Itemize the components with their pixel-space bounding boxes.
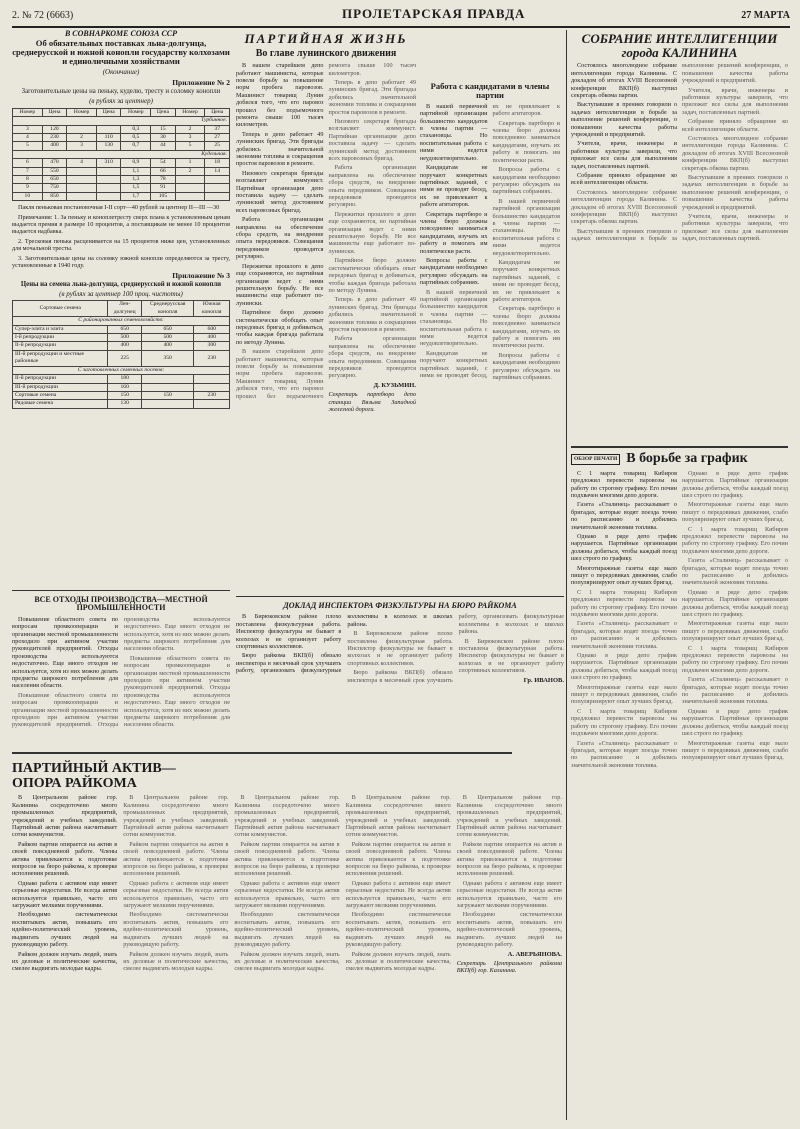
candidates-p4: Вопросы работы с кандидатами необходимо регулярно обсуждать на партийных собраниях. xyxy=(420,256,488,287)
party-p2-cont: Теперь в депо работает 49 лунинских бригад. Эти бригады добились значительной экономии топлива и сокращения простоя паровозов в ремонте. xyxy=(328,78,416,116)
intelligentsia-article xyxy=(571,30,788,440)
note-3: 3. Заготовительные цены на соломку южной конопли определяются за тресту, установленные в 1940 году. xyxy=(12,254,230,270)
intel-p1-cont-2: Состоялось многолюдное собрание интеллигенции города Калинина. С докладом об итогах XVIII Всесоюзной конференции ВКП(б) выступил секретарь обкома партии. xyxy=(682,134,788,172)
table-cell: Рядовые семена xyxy=(13,400,108,408)
party-p2: Теперь в депо работает 49 лунинских бригад. Эти бригады добились значительной экономии топлива и сокращения простоя паровозов в ремонте. xyxy=(236,130,324,168)
table-cell: 15 xyxy=(151,125,176,133)
table-header: Номер xyxy=(175,108,205,116)
table-row xyxy=(13,167,230,175)
table-cell xyxy=(194,375,230,383)
aktiv-p3: Однако работа с активом еще имеет серьезные недостатки. Не всегда актив используется правильно, часто его загружают мелкими поручениями. xyxy=(12,879,118,910)
table-cell: 78 xyxy=(151,176,176,184)
table-row xyxy=(13,391,230,399)
table-cell: 160 xyxy=(108,383,141,391)
candidates-p4-cont-2: Вопросы работы с кандидатами необходимо регулярно обсуждать на партийных собраниях. xyxy=(492,351,560,382)
table-cell: 1,5 xyxy=(121,184,151,192)
schedule-p1: С 1 марта товарищ Кибиров предложил перевести паровозы на работу по строгому графику. Его почин подхвачен многими депо дороги. xyxy=(571,469,677,499)
table-cell xyxy=(96,125,121,133)
table-cell: 44 xyxy=(151,142,176,150)
table-cell xyxy=(205,176,230,184)
party-p4: Работа организации направлена на обеспечение сбора средств, на внедрение опыта передовиков. Совещания передовиков проводятся регулярно. xyxy=(236,216,324,261)
table-cell xyxy=(194,400,230,408)
table-cell: 4 xyxy=(67,159,97,167)
table-row xyxy=(13,134,230,142)
sport-report-article xyxy=(236,600,564,750)
schedule-p1-cont-2: С 1 марта товарищ Кибиров предложил перевести паровозы на работу по строгому графику. Его почин подхвачен многими депо дороги. xyxy=(571,707,677,738)
party-signature-role: Секретарь партбюро депо станции Вязьма Западной железной дороги. xyxy=(328,391,416,414)
schedule-p2-cont: Газета «Сталинец» рассказывает о бригадах, которые водят поезда точно по расписанию и добились значительной экономии топлива. xyxy=(571,620,677,650)
prices-title: Заготовительные цены на пеньку, куделю, тресту и соломку конопли xyxy=(21,88,221,96)
party-signature: Д. КУЗЬМИН. xyxy=(373,381,416,389)
table-cell xyxy=(175,176,205,184)
table-header: Южная конопля xyxy=(194,301,230,317)
candidates-p1-cont-2: В нашей первичной партийной организации большинство кандидатов в члены партии — стахановцы. Но воспитательная работа с ними ведется неудовлетворительно. xyxy=(492,197,560,257)
aktiv-signature: А. АВЕРЬЯНОВА. xyxy=(507,950,562,958)
intel-p1: Состоялось многолюдное собрание интеллигенции города Калинина. С докладом об итогах XVIII Всесоюзной конференции ВКП(б) выступил секретарь обкома партии. xyxy=(571,62,677,99)
table-group-label: С районированных семенохозяйств: xyxy=(13,317,230,325)
party-life-article xyxy=(236,30,416,590)
table-cell: 14 xyxy=(205,167,230,175)
waste-article xyxy=(12,594,230,744)
aktiv-p5-cont-2: Райком должен изучать людей, знать их деловые и политические качества, смелее выдвигать молодые кадры. xyxy=(234,950,340,973)
candidates-p3: Секретарь партбюро и члены бюро должны повседневно заниматься кандидатами, изучать их работу и помогать им политически расти. xyxy=(420,210,488,255)
table-cell: 0,7 xyxy=(121,142,151,150)
sport-p1: В Бирюковском районе плохо поставлена физкультурная работа. Инспектор физкультуры не бывает в колхозах и не организует работу спортивных коллективов. xyxy=(236,613,342,651)
prices-unit: (в рублях за центнер) xyxy=(89,97,153,106)
table-cell: 2 xyxy=(175,167,205,175)
table-cell xyxy=(96,176,121,184)
table-group-label: С заготовленных семенных посевов: xyxy=(13,366,230,374)
aktiv-p2-cont: Райком партии опирается на актив в своей повседневной работе. Члены актива привлекаются к подготовке вопросов на бюро райкома, к проверке исполнения решений. xyxy=(123,840,229,878)
intel-p4: Собрание приняло обращение ко всей интеллигенции области. xyxy=(571,171,677,187)
aktiv-p3-cont-4: Однако работа с активом еще имеет серьезные недостатки. Не всегда актив используется правильно, часто его загружают мелкими поручениями. xyxy=(456,879,562,910)
aktiv-p2: Райком партии опирается на актив в своей повседневной работе. Члены актива привлекаются к подготовке вопросов на бюро райкома, к проверке исполнения решений. xyxy=(12,840,118,878)
schedule-p4: Многотиражные газеты еще мало пишут о передовиках движения, слабо популяризируют опыт лучших бригад. xyxy=(571,564,677,587)
table-cell: 750 xyxy=(42,184,67,192)
table-cell: 0,3 xyxy=(121,125,151,133)
tow-note: Пакля пеньковая постановочная I-II сорт—40 рублей за центнер II—III —30 xyxy=(18,204,220,212)
table-cell: 400 xyxy=(108,342,141,350)
party-aktiv-article xyxy=(12,760,562,1122)
table-cell: 180 xyxy=(108,375,141,383)
candidates-p1: В нашей первичной партийной организации большинство кандидатов в члены партии — стахановцы. Но воспитательная работа с ними ведется неудовлетворительно. xyxy=(420,102,488,162)
candidates-article xyxy=(420,80,560,590)
table-header: Лен-долгунец xyxy=(108,301,141,317)
aktiv-p2-cont-2: Райком партии опирается на актив в своей повседневной работе. Члены актива привлекаются к подготовке вопросов на бюро райкома, к проверке исполнения решений. xyxy=(234,840,340,878)
table-row xyxy=(13,301,230,317)
hemp-prices-table xyxy=(12,108,230,201)
table-cell: 54 xyxy=(151,159,176,167)
table-header: Среднерусская конопля xyxy=(141,301,194,317)
table-cell xyxy=(194,383,230,391)
table-header: Номер xyxy=(13,108,43,116)
table-group-label: Кудельная. xyxy=(13,150,230,158)
aktiv-p1-cont-2: В Центральном районе гор. Калинина сосредоточено много промышленных предприятий, учреждений и учебных заведений. Партийный актив района насчитывает сотни коммунистов. xyxy=(234,794,340,839)
candidates-p3-cont: Секретарь партбюро и члены бюро должны повседневно заниматься кандидатами, изучать их работу и помогать им политически расти. xyxy=(492,119,560,164)
aktiv-p4-cont-3: Необходимо систематически воспитывать актив, повышать его идейно-политический уровень, выдвигать лучших людей на руководящую работу. xyxy=(345,911,451,949)
table-row xyxy=(13,383,230,391)
schedule-title: В борьбе за график xyxy=(626,452,748,466)
schedule-p1-cont-4: С 1 марта товарищ Кибиров предложил перевести паровозы на работу по строгому графику. Его почин подхвачен многими депо дороги. xyxy=(682,644,788,674)
aktiv-p3-cont-2: Однако работа с активом еще имеет серьезные недостатки. Не всегда актив используется правильно, часто его загружают мелкими поручениями. xyxy=(234,879,340,910)
table-cell: 400 xyxy=(194,334,230,342)
table-cell: 300 xyxy=(194,342,230,350)
table-cell: 37 xyxy=(205,125,230,133)
seed-prices-table xyxy=(12,300,230,408)
note-1: Примечания: 1. За пеньку и коноплетресту сверх плана к установленным ценам выдается премия в размере 10 процентов, а поставщикам не менее 10 процентов выдается надбавка. xyxy=(12,213,230,236)
party-p1: В нашем старейшем депо работают машинисты, которые повели борьбу за повышение норм пробега паровозов. Машинист товарищ Лунин добился того, что его паровоз прошел без подъемочного ремонта свыше 100 тысяч километров. xyxy=(236,62,324,129)
candidates-p4-cont: Вопросы работы с кандидатами необходимо регулярно обсуждать на партийных собраниях. xyxy=(492,166,560,196)
table-group-row xyxy=(13,150,230,158)
table-cell: 600 xyxy=(194,325,230,333)
candidates-p2-cont-2: Кандидатам не поручают конкретных партийных заданий, с ними не проводят бесед, их не привлекают к работе агитаторов. xyxy=(492,258,560,303)
table-header: Цена xyxy=(96,108,121,116)
aktiv-p4-cont-4: Необходимо систематически воспитывать актив, повышать его идейно-политический уровень, выдвигать лучших людей на руководящую работу. xyxy=(456,911,562,949)
aktiv-p2-cont-4: Райком партии опирается на актив в своей повседневной работе. Члены актива привлекаются к подготовке вопросов на бюро райкома, к проверке исполнения решений. xyxy=(456,840,562,878)
issue-number: 2. № 72 (6663) xyxy=(12,10,74,21)
table-cell: 1 xyxy=(175,159,205,167)
party-p3-cont: Низового секретаря бригады возглавляет коммунист. Партийная организация депо поставила задачу — сделать лунинский метод достоянием всех паровозных бригад. xyxy=(328,117,416,163)
schedule-p3: Однако в ряде депо график нарушается. Партийные организации должны добиться, чтобы каждый поезд шел строго по графику. xyxy=(571,532,677,563)
table-cell: 0,9 xyxy=(121,159,151,167)
table-cell: 3 xyxy=(175,134,205,142)
table-row xyxy=(13,192,230,200)
table-row xyxy=(13,159,230,167)
table-cell: 7 xyxy=(13,167,43,175)
table-cell xyxy=(175,192,205,200)
table-cell: 2 xyxy=(67,134,97,142)
waste-text-cont: Повышение областного совета по вопросам промкооперации и организации местной промышленности проходило при активном участии руководителей предприятий. Отходы производства используются недостаточно. Еще много отходов не используется, хотя из них можно делать предметы широкого потребления для населения области. xyxy=(12,615,230,729)
table-cell: 225 xyxy=(108,350,141,366)
table-cell xyxy=(67,176,97,184)
table-row xyxy=(13,108,230,116)
table-cell: 27 xyxy=(205,134,230,142)
table-row xyxy=(13,342,230,350)
table-cell: 4 xyxy=(13,134,43,142)
schedule-p2-cont-4: Газета «Сталинец» рассказывает о бригадах, которые водят поезда точно по расписанию и добились значительной экономии топлива. xyxy=(682,676,788,706)
table-cell: 400 xyxy=(141,342,194,350)
table-header: Цена xyxy=(205,108,230,116)
aktiv-p4: Необходимо систематически воспитывать актив, повышать его идейно-политический уровень, выдвигать лучших людей на руководящую работу. xyxy=(12,911,118,949)
table-row xyxy=(13,125,230,133)
candidates-p3-cont-2: Секретарь партбюро и члены бюро должны повседневно заниматься кандидатами, изучать их работу и помогать им политически расти. xyxy=(492,305,560,350)
table-cell: 470 xyxy=(42,159,67,167)
party-p5: Пережитки прошлого в депо еще сохраняются, но партийная организация ведет с ними решительную борьбу. Не все машинисты еще работают по-лунински. xyxy=(236,262,324,307)
aktiv-p5: Райком должен изучать людей, знать их деловые и политические качества, смелее выдвигать молодые кадры. xyxy=(12,950,118,973)
table-cell: 400 xyxy=(42,142,67,150)
table-cell: 130 xyxy=(96,142,121,150)
table-cell: Супер-элита и элита xyxy=(13,325,108,333)
table-cell: 1,3 xyxy=(121,176,151,184)
seed-title: Цены на семена льна-долгунца, среднерусской и южной конопли xyxy=(20,280,222,288)
table-cell: 150 xyxy=(108,391,141,399)
party-p4-cont: Работа организации направлена на обеспечение сбора средств, на внедрение опыта передовиков. Совещания передовиков проводятся регулярно. xyxy=(328,164,416,209)
aktiv-p1-cont-3: В Центральном районе гор. Калинина сосредоточено много промышленных предприятий, учреждений и учебных заведений. Партийный актив района насчитывает сотни коммунистов. xyxy=(345,794,451,839)
table-cell xyxy=(96,184,121,192)
party-aktiv-title: ПАРТИЙНЫЙ АКТИВ—ОПОРА РАЙКОМА xyxy=(12,761,176,791)
table-row xyxy=(13,375,230,383)
table-cell: 500 xyxy=(141,334,194,342)
masthead xyxy=(12,4,790,28)
intel-p2-cont: Выступавшие в прениях говорили о задачах интеллигенции в борьбе за выполнение решений конференции, о повышении качества работы учреждений и предприятий. xyxy=(571,62,788,243)
table-group-row xyxy=(13,117,230,125)
table-row xyxy=(13,325,230,333)
candidates-signature: Гр. ИВАНОВ. xyxy=(523,676,564,684)
schedule-p3-cont: Однако в ряде депо график нарушается. Партийные организации должны добиться, чтобы каждый поезд шел строго по графику. xyxy=(571,652,677,682)
schedule-p2: Газета «Сталинец» рассказывает о бригадах, которые водят поезда точно по расписанию и добились значительной экономии топлива. xyxy=(571,501,677,531)
waste-text: Повышение областного совета по вопросам промкооперации и организации местной промышленности проходило при активном участии руководителей предприятий. Отходы производства используются недостаточно. Еще много отходов не используется, хотя из них можно делать предметы широкого потребления для населения области. xyxy=(12,615,118,690)
table-cell: 110 xyxy=(96,134,121,142)
schedule-p3-cont-4: Однако в ряде депо график нарушается. Партийные организации должны добиться, чтобы каждый поезд шел строго по графику. xyxy=(682,707,788,738)
table-cell xyxy=(96,167,121,175)
table-row xyxy=(13,176,230,184)
aktiv-p3-cont: Однако работа с активом еще имеет серьезные недостатки. Не всегда актив используется правильно, часто его загружают мелкими поручениями. xyxy=(123,879,229,910)
sovnarkom-title: Об обязательных поставках льна-долгунца, среднерусской и южной конопли государству колхозами и единоличными хозяйствами xyxy=(12,38,230,67)
waste-title: ВСЕ ОТХОДЫ ПРОИЗВОДСТВА—МЕСТНОЙ ПРОМЫШЛЕННОСТИ xyxy=(34,595,208,613)
table-cell: 91 xyxy=(151,184,176,192)
table-cell: 150 xyxy=(141,391,194,399)
table-cell xyxy=(67,125,97,133)
schedule-p2-cont-3: Газета «Сталинец» рассказывает о бригадах, которые водят поезда точно по расписанию и добились значительной экономии топлива. xyxy=(682,557,788,587)
sport-report-title: ДОКЛАД ИНСПЕКТОРА ФИЗКУЛЬТУРЫ НА БЮРО РАЙКОМА xyxy=(283,601,517,610)
intel-p2: Выступавшие в прениях говорили о задачах интеллигенции в борьбе за выполнение решений конференции, о повышении качества работы учреждений и предприятий. xyxy=(571,101,677,138)
candidates-title: Работа с кандидатами в члены партии xyxy=(430,81,550,100)
waste-text-cont-2: Повышение областного совета по вопросам промкооперации и организации местной промышленности проходило при активном участии руководителей предприятий. Отходы производства используются недостаточно. Еще много отходов не используется, хотя из них можно делать предметы широкого потребления для населения области. xyxy=(124,654,230,729)
schedule-article xyxy=(571,452,788,1120)
table-cell: III-й репродукции и местные районные xyxy=(13,350,108,366)
intel-p1-cont: Состоялось многолюдное собрание интеллигенции города Калинина. С докладом об итогах XVIII Всесоюзной конференции ВКП(б) выступил секретарь обкома партии. xyxy=(571,188,677,226)
table-cell: 650 xyxy=(108,325,141,333)
schedule-p1-cont-3: С 1 марта товарищ Кибиров предложил перевести паровозы на работу по строгому графику. Его почин подхвачен многими депо дороги. xyxy=(682,525,788,555)
aktiv-p4-cont-2: Необходимо систематически воспитывать актив, повышать его идейно-политический уровень, выдвигать лучших людей на руководящую работу. xyxy=(234,911,340,949)
table-row xyxy=(13,334,230,342)
table-cell: 650 xyxy=(141,325,194,333)
note-2: 2. Тресковая пенька расценивается на 15 процентов ниже цен, установленных для мочальной тресты. xyxy=(12,237,230,253)
schedule-p4-cont-2: Многотиражные газеты еще мало пишут о передовиках движения, слабо популяризируют опыт лучших бригад. xyxy=(682,501,788,524)
candidates-p1-cont: В нашей первичной партийной организации большинство кандидатов в члены партии — стахановцы. Но воспитательная работа с ними ведется неудовлетворительно. xyxy=(420,288,488,348)
schedule-p4-cont: Многотиражные газеты еще мало пишут о передовиках движения, слабо популяризируют опыт лучших бригад. xyxy=(571,683,677,706)
table-cell xyxy=(205,192,230,200)
schedule-p4-cont-3: Многотиражные газеты еще мало пишут о передовиках движения, слабо популяризируют опыт лучших бригад. xyxy=(682,620,788,643)
aktiv-p5-cont: Райком должен изучать людей, знать их деловые и политические качества, смелее выдвигать молодые кадры. xyxy=(123,950,229,973)
table-cell: I-й репродукции xyxy=(13,334,108,342)
table-cell: 650 xyxy=(42,176,67,184)
schedule-p3-cont-2: Однако в ряде депо график нарушается. Партийные организации должны добиться, чтобы каждый поезд шел строго по графику. xyxy=(682,469,788,499)
table-cell: 30 xyxy=(151,134,176,142)
table-row xyxy=(13,142,230,150)
table-cell xyxy=(141,375,194,383)
table-header: Цена xyxy=(42,108,67,116)
table-cell xyxy=(67,167,97,175)
table-cell: 9 xyxy=(13,184,43,192)
table-cell: 2 xyxy=(175,125,205,133)
table-cell: 6 xyxy=(13,159,43,167)
table-group-row xyxy=(13,317,230,325)
table-header: Номер xyxy=(67,108,97,116)
table-cell xyxy=(67,192,97,200)
party-p5-cont: Пережитки прошлого в депо еще сохраняются, но партийная организация ведет с ними решительную борьбу. Не все машинисты еще работают по-лунински. xyxy=(328,210,416,255)
table-cell: 105 xyxy=(151,192,176,200)
aktiv-p1: В Центральном районе гор. Калинина сосредоточено много промышленных предприятий, учреждений и учебных заведений. Партийный актив района насчитывает сотни коммунистов. xyxy=(12,794,118,839)
table-cell: 310 xyxy=(96,159,121,167)
table-cell: 1,7 xyxy=(121,192,151,200)
table-cell xyxy=(205,184,230,192)
sport-p2: Бюро райкома ВКП(б) обязало инспектора в месячный срок улучшить работу, организовать физкультурные коллективы в колхозах и школах района. xyxy=(236,613,453,675)
schedule-p2-cont-2: Газета «Сталинец» рассказывает о бригадах, которые водят поезда точно по расписанию и добились значительной экономии топлива. xyxy=(571,739,677,769)
table-cell: 230 xyxy=(42,134,67,142)
table-cell: 10 xyxy=(13,192,43,200)
aktiv-p3-cont-3: Однако работа с активом еще имеет серьезные недостатки. Не всегда актив используется правильно, часто его загружают мелкими поручениями. xyxy=(345,879,451,910)
party-p4-cont-2: Работа организации направлена на обеспечение сбора средств, на внедрение опыта передовиков. Совещания передовиков проводятся регулярно. xyxy=(328,335,416,380)
schedule-p1-cont: С 1 марта товарищ Кибиров предложил перевести паровозы на работу по строгому графику. Его почин подхвачен многими депо дороги. xyxy=(571,588,677,618)
intel-p4-cont: Собрание приняло обращение ко всей интеллигенции области. xyxy=(682,118,788,133)
table-cell: 8 xyxy=(13,176,43,184)
table-cell: Сортовые семена xyxy=(13,391,108,399)
intel-p3-cont-2: Учителя, врачи, инженеры и работники культуры заверили, что приложат все силы для выполнения задач, поставленных партией. xyxy=(682,213,788,243)
aktiv-p1-cont: В Центральном районе гор. Калинина сосредоточено много промышленных предприятий, учреждений и учебных заведений. Партийный актив района насчитывает сотни коммунистов. xyxy=(123,794,229,839)
appendix-2-label: Приложение № 2 xyxy=(172,77,230,87)
table-cell xyxy=(175,184,205,192)
party-p1-cont: В нашем старейшем депо работают машинисты, которые повели борьбу за повышение норм пробега паровозов. Машинист товарищ Лунин добился того, что его паровоз прошел без подъемочного ремонта свыше 100 тысяч километров. xyxy=(236,62,416,400)
appendix-3-label: Приложение № 3 xyxy=(172,270,230,280)
seed-unit: (в рублях за центнер 100 проц. чистоты) xyxy=(59,290,183,299)
table-cell: 5 xyxy=(175,142,205,150)
table-cell: 550 xyxy=(42,167,67,175)
intelligentsia-title: СОБРАНИЕ ИНТЕЛЛИГЕНЦИИ города КАЛИНИНА xyxy=(581,31,778,60)
table-cell xyxy=(67,184,97,192)
sovnarkom-kicker: В СОВНАРКОМЕ СОЮЗА ССР xyxy=(64,30,178,38)
table-cell: 120 xyxy=(42,125,67,133)
table-cell: 3 xyxy=(67,142,97,150)
table-cell: 500 xyxy=(108,334,141,342)
table-group-label: Турбинное. xyxy=(13,117,230,125)
sovnarkom-article xyxy=(12,30,230,585)
table-group-row xyxy=(13,366,230,374)
table-cell xyxy=(141,400,194,408)
party-life-subtitle: Во главе лунинского движения xyxy=(255,47,397,59)
intel-p2-cont-2: Выступавшие в прениях говорили о задачах интеллигенции в борьбе за выполнение решений конференции, о повышении качества работы учреждений и предприятий. xyxy=(682,173,788,211)
candidates-p2-cont: Кандидатам не поручают конкретных партийных заданий, с ними не проводят бесед, их не привлекают к работе агитаторов. xyxy=(420,102,560,380)
party-p3: Низового секретаря бригады возглавляет коммунист. Партийная организация депо поставила задачу — сделать лунинский метод достоянием всех паровозных бригад. xyxy=(236,169,324,214)
sport-p1-cont-2: В Бирюковском районе плохо поставлена физкультурная работа. Инспектор физкультуры не бывает в колхозах и не организует работу спортивных коллективов. xyxy=(458,637,564,675)
sport-p1-cont: В Бирюковском районе плохо поставлена физкультурная работа. Инспектор физкультуры не бывает в колхозах и не организует работу спортивных коллективов. xyxy=(347,630,453,667)
table-cell: II-й репродукции xyxy=(13,375,108,383)
aktiv-p4-cont: Необходимо систематически воспитывать актив, повышать его идейно-политический уровень, выдвигать лучших людей на руководящую работу. xyxy=(123,911,229,949)
table-cell: 850 xyxy=(42,192,67,200)
table-cell: 66 xyxy=(151,167,176,175)
intel-p3: Учителя, врачи, инженеры и работники культуры заверили, что приложат все силы для выполнения задач, поставленных партией. xyxy=(571,140,677,170)
table-cell xyxy=(96,192,121,200)
table-cell: 25 xyxy=(205,142,230,150)
aktiv-p5-cont-3: Райком должен изучать людей, знать их деловые и политические качества, смелее выдвигать молодые кадры. xyxy=(345,950,451,973)
table-row xyxy=(13,350,230,366)
table-header: Номер xyxy=(121,108,151,116)
table-row xyxy=(13,400,230,408)
table-cell: 130 xyxy=(108,400,141,408)
table-cell: 230 xyxy=(194,391,230,399)
party-p6-cont: Партийное бюро должно систематически обобщать опыт передовых бригад и добиваться, чтобы каждая бригада работала по методу Лунина. xyxy=(328,257,416,294)
candidates-p2: Кандидатам не поручают конкретных партийных заданий, с ними не проводят бесед, их не привлекают к работе агитаторов. xyxy=(420,164,488,209)
table-cell: 1,1 xyxy=(121,167,151,175)
table-cell: 0,5 xyxy=(121,134,151,142)
schedule-p4-cont-4: Многотиражные газеты еще мало пишут о передовиках движения, слабо популяризируют опыт лучших бригад. xyxy=(682,739,788,762)
aktiv-p2-cont-3: Райком партии опирается на актив в своей повседневной работе. Члены актива привлекаются к подготовке вопросов на бюро райкома, к проверке исполнения решений. xyxy=(345,840,451,878)
table-cell: 3 xyxy=(13,125,43,133)
press-review-kicker: ОБЗОР ПЕЧАТИ xyxy=(571,454,620,465)
table-cell xyxy=(141,383,194,391)
table-cell: 230 xyxy=(194,350,230,366)
party-p6: Партийное бюро должно систематически обобщать опыт передовых бригад и добиваться, чтобы каждая бригада работала по методу Лунина. xyxy=(236,309,324,346)
table-cell: 18 xyxy=(205,159,230,167)
issue-date: 27 МАРТА xyxy=(741,10,790,21)
sport-p2-cont: Бюро райкома ВКП(б) обязало инспектора в месячный срок улучшить работу, организовать физкультурные коллективы в колхозах и школах района. xyxy=(347,613,564,684)
newspaper-name: ПРОЛЕТАРСКАЯ ПРАВДА xyxy=(342,6,526,21)
table-row xyxy=(13,184,230,192)
sovnarkom-ending: (Окончание) xyxy=(102,68,140,77)
table-cell: III-й репродукции xyxy=(13,383,108,391)
table-cell: 350 xyxy=(141,350,194,366)
table-header: Сортовые семена xyxy=(13,301,108,317)
party-p2-cont-2: Теперь в депо работает 49 лунинских бригад. Эти бригады добились значительной экономии топлива и сокращения простоя паровозов в ремонте. xyxy=(328,296,416,333)
table-cell: II-й репродукции xyxy=(13,342,108,350)
party-life-heading: ПАРТИЙНАЯ ЖИЗНЬ xyxy=(244,31,408,46)
schedule-p3-cont-3: Однако в ряде депо график нарушается. Партийные организации должны добиться, чтобы каждый поезд шел строго по графику. xyxy=(682,588,788,618)
table-header: Цена xyxy=(151,108,176,116)
table-cell: 5 xyxy=(13,142,43,150)
aktiv-p1-cont-4: В Центральном районе гор. Калинина сосредоточено много промышленных предприятий, учреждений и учебных заведений. Партийный актив района насчитывает сотни коммунистов. xyxy=(456,794,562,839)
intel-p3-cont: Учителя, врачи, инженеры и работники культуры заверили, что приложат все силы для выполнения задач, поставленных партией. xyxy=(682,86,788,116)
aktiv-signature-role: Секретарь Центрального райкома ВКП(б) гор. Калинина. xyxy=(456,959,562,975)
